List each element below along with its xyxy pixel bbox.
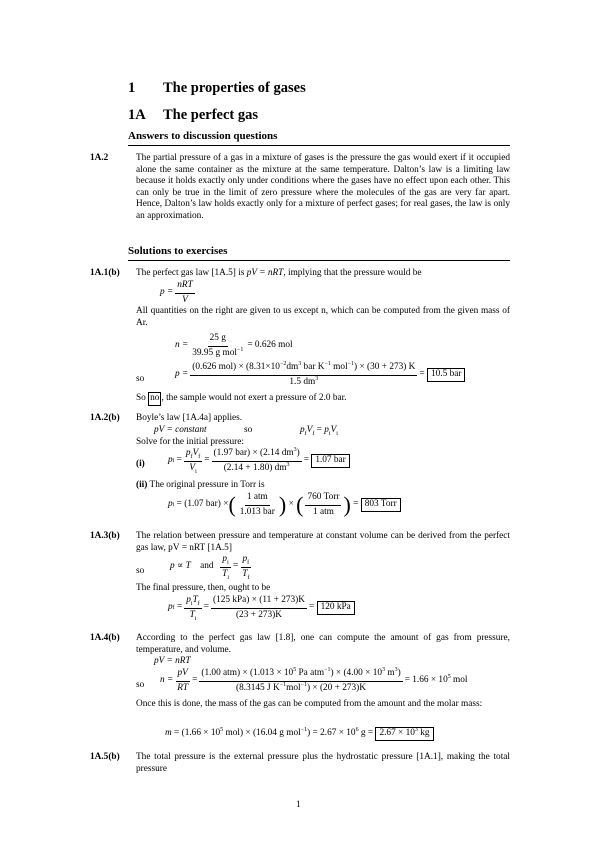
exercise-label: 1A.3(b)	[90, 531, 120, 541]
exercise-text: The final pressure, then, ought to be	[136, 583, 271, 593]
page-number: 1	[296, 800, 301, 810]
question-answer-text: The partial pressure of a gas in a mixture of gases is the pressure the gas would exert if it occupied alone the same container as the mixture at the same temperature. Dalton’s law is a limiting law because it holds exactly only under conditions where the gases have no effect upon each other. This can only be true in the limit of zero pressure where the molecules of the gas are very far apart. Hence, Dalton’s law holds exactly only for a mixture of perfect gases; for real gases, the law is only an approximation.	[136, 153, 510, 222]
exercise-text: The relation between pressure and temperature at constant volume can be derived from the perfect gas law, pV = nRT [1A.5]	[136, 531, 510, 553]
exercise-label: 1A.5(b)	[90, 752, 120, 762]
so-word: so	[136, 374, 145, 384]
exercise-text: The total pressure is the external pressure plus the hydrostatic pressure [1A.1], making the total pressure	[136, 752, 510, 774]
chapter-number: 1	[128, 80, 136, 96]
equation-pressure: p = $\frac{(0.626 mol) \times (8.31\times 10^{-2}dm^3 bar K^{-1} mol^{-1}) \times (30 + 273) K}{1.5 dm^3}$ = 10.5 bar	[175, 362, 465, 388]
exercise-text: All quantities on the right are given to us except n, which can be computed from the given mass of Ar.	[136, 306, 510, 328]
so-word: so	[136, 566, 145, 576]
exercise-text: Solve for the initial pressure:	[136, 437, 244, 447]
equation-final-pressure: p f = $\frac{p_iT_f}{T_i}$ = $\frac{\text{(125 kPa) × (11 + 273)K}}{(23 + 273)K}$ = 120 kPa	[168, 595, 355, 621]
exercise-label: 1A.2(b)	[90, 413, 120, 423]
exercise-label: 1A.4(b)	[90, 633, 120, 643]
solutions-heading: Solutions to exercises	[128, 245, 228, 257]
equation-p-nrt-v: p = $\frac{\text{nRT}}{V}$	[160, 280, 193, 305]
section-number: 1A	[128, 107, 146, 123]
exercise-intro: The perfect gas law [1A.5] is pV = nRT, implying that the pressure would be	[136, 268, 422, 278]
conclusion-text: So no , the sample would not exert a pressure of 2.0 bar.	[136, 392, 510, 406]
equation-torr: p i = (1.07 bar) × ( $\frac{\text{1 atm}}{\text{1.013 bar}}$ ) × ( $\frac{\text{760 Torr}}{\text{1 atm}}$ ) = 803 Torr	[168, 492, 401, 518]
section-title: The perfect gas	[163, 107, 259, 123]
equation-moles: n = $\frac{25 g}{39.95 g mol^{-1}}$ = 0.626 mol	[175, 333, 293, 358]
equation-boyle-states: $p_fV_f = p_iV_i$	[300, 425, 338, 437]
so-word: so	[136, 680, 145, 690]
question-label: 1A.2	[90, 153, 109, 163]
exercise-text: Once this is done, the mass of the gas can be computed from the amount and the molar mass:	[136, 699, 483, 709]
equation-amount: n = $\frac{pV}{RT}$ = $\frac{(1.00 atm) \times (1.013 \times 10^5 Pa atm^{-1}) \times (4.00 \times 10^3 m^3)}{(8.3145 J K^{-1}mol^{-1}) \times (20 + 273)K}$ = $1.66 \times 10^5$ mol	[160, 666, 468, 693]
answer-box: 120 kPa	[317, 601, 355, 615]
answer-box: $2.67 \times 10^3$ kg	[375, 727, 433, 741]
answer-box: 803 Torr	[361, 498, 401, 512]
answer-box: 10.5 bar	[427, 368, 465, 382]
part-ii-line: (ii) The original pressure in Torr is	[136, 480, 265, 490]
equation-mass: $m = (1.66 \times 10^5$ mol) × (16.04 g $mol^{-1}) = 2.67 \times 10^6$ g = $2.67 \times 10^3$ kg	[165, 727, 434, 741]
answer-box: 1.07 bar	[311, 454, 349, 468]
equation-ideal-gas: pV = nRT	[154, 656, 191, 666]
so-word: so	[244, 425, 253, 435]
part-label: (i)	[136, 459, 145, 469]
exercise-text: According to the perfect gas law [1.8], one can compute the amount of gas from pressure, temperature, and volume.	[136, 633, 510, 655]
solutions-rule	[128, 260, 510, 261]
exercise-label: 1A.1(b)	[90, 268, 120, 278]
equation-initial-pressure: p i = $\frac{p_fV_f}{V_i}$ = $\frac{(1.97 bar) \times (2.14 dm^3)}{(2.14 + 1.80) dm^3}$ = 1.07 bar	[168, 448, 350, 474]
discussion-rule	[128, 145, 510, 146]
chapter-title: The properties of gases	[163, 80, 306, 96]
equation-boyle: pV = constant	[154, 425, 207, 435]
exercise-text: Boyle’s law [1A.4a] applies.	[136, 413, 243, 423]
discussion-heading: Answers to discussion questions	[128, 130, 278, 142]
equation-proportional: p ∝ T and $\frac{p_i}{T_i}$ = $\frac{p_f}{T_f}$	[170, 554, 250, 581]
